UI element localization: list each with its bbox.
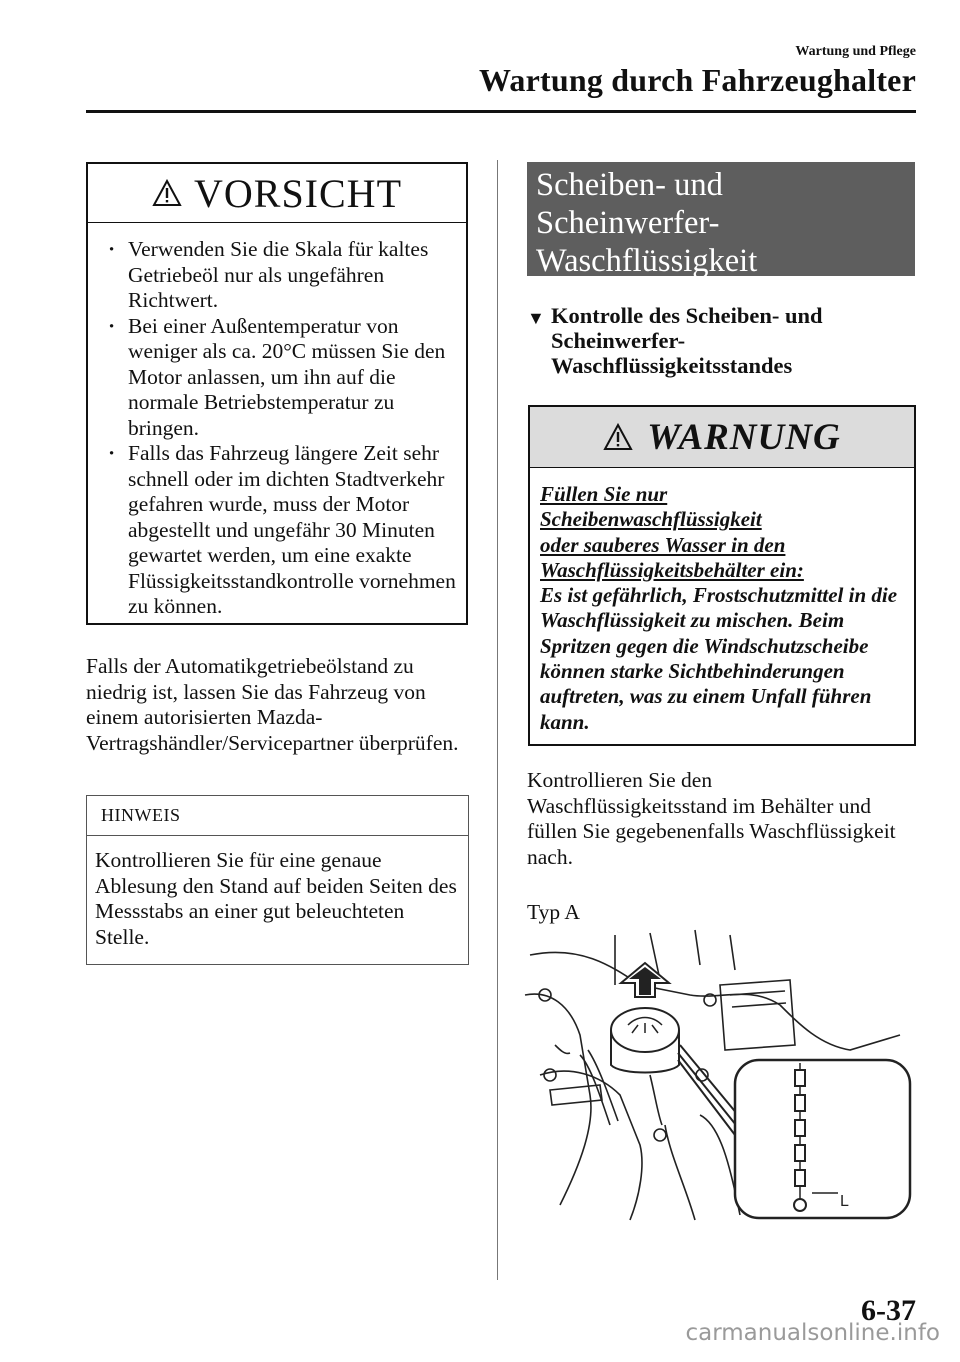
vorsicht-title: VORSICHT	[193, 170, 403, 216]
section-title-line: Scheiben- und	[536, 167, 723, 203]
warnung-box	[528, 405, 916, 746]
warnung-text: Es ist gefährlich, Frostschutzmittel in die Waschflüssigkeit zu mischen. Beim Spritzen gegen die Windschutzscheibe können starke Sichtbehinderungen auftreten, was zu einem Unfall führen kann.	[540, 583, 898, 734]
warnung-header	[530, 407, 914, 468]
warnung-underlined-line: Scheibenwaschflüssigkeit	[540, 507, 762, 532]
section-title-bar	[527, 162, 915, 279]
hinweis-title: HINWEIS	[87, 796, 468, 836]
vorsicht-item: · Verwenden Sie die Skala für kaltes Getriebeöl nur als ungefähren Richtwert.	[106, 237, 456, 314]
watermark: carmanualsonline.info	[685, 1320, 940, 1346]
warnung-underlined-line: oder sauberes Wasser in den	[540, 532, 786, 557]
vorsicht-box	[86, 162, 468, 625]
section-header: Wartung und Pflege	[795, 44, 916, 59]
vorsicht-item: · Falls das Fahrzeug längere Zeit sehr schnell oder im dichten Stadtverkehr gefahren wurde, muss der Motor abgestellt und ungefähr 30 Minuten gewartet werden, um eine exakte Flüssigkeitsstandkontrolle vornehmen zu können.	[106, 441, 456, 620]
page-title: Wartung durch Fahrzeughalter	[478, 62, 916, 98]
falls-paragraph: Falls der Automatikgetriebeölstand zu niedrig ist, lassen Sie das Fahrzeug von einem autorisierten Mazda-Vertragshändler/Servicepartner überprüfen.	[86, 654, 459, 755]
triangle-down-icon: ▼	[527, 308, 545, 328]
hinweis-box	[86, 795, 469, 965]
section-title-line: Waschflüssigkeit	[536, 243, 758, 279]
warnung-underlined-line: Füllen Sie nur	[540, 482, 668, 506]
warnung-underlined-line: Waschflüssigkeitsbehälter ein:	[540, 557, 804, 582]
vorsicht-item: · Bei einer Außentemperatur von weniger als ca. 20°C müssen Sie den Motor anlassen, um ihn auf die normale Betriebstemperatur zu bringen.	[106, 314, 456, 442]
page-number: 6-37	[861, 1294, 916, 1327]
kontrolle-paragraph: Kontrollieren Sie den Waschflüssigkeitsstand im Behälter und füllen Sie gegebenenfalls Waschflüssigkeit nach.	[527, 768, 896, 869]
subsection-heading	[527, 303, 915, 378]
warnung-title: WARNUNG	[647, 416, 841, 458]
warning-triangle-icon	[152, 179, 182, 207]
section-title-line: Scheinwerfer-	[536, 205, 720, 241]
subsection-line: Waschflüssigkeitsstandes	[551, 353, 793, 378]
warning-triangle-icon	[603, 423, 633, 451]
subsection-line: Scheinwerfer-	[551, 328, 686, 353]
figure-caption: Typ A	[527, 900, 580, 924]
vorsicht-header	[88, 164, 466, 223]
subsection-line: Kontrolle des Scheiben- und	[551, 303, 823, 328]
column-divider	[497, 160, 498, 1280]
level-label-l: L	[840, 1193, 849, 1210]
washer-reservoir-illustration	[520, 925, 920, 1225]
warnung-body	[530, 468, 914, 735]
vorsicht-list	[106, 237, 456, 620]
hinweis-text: Kontrollieren Sie für eine genaue Ablesung den Stand auf beiden Seiten des Messstabs an einer gut beleuchteten Stelle.	[95, 848, 457, 949]
header-rule	[86, 110, 916, 113]
